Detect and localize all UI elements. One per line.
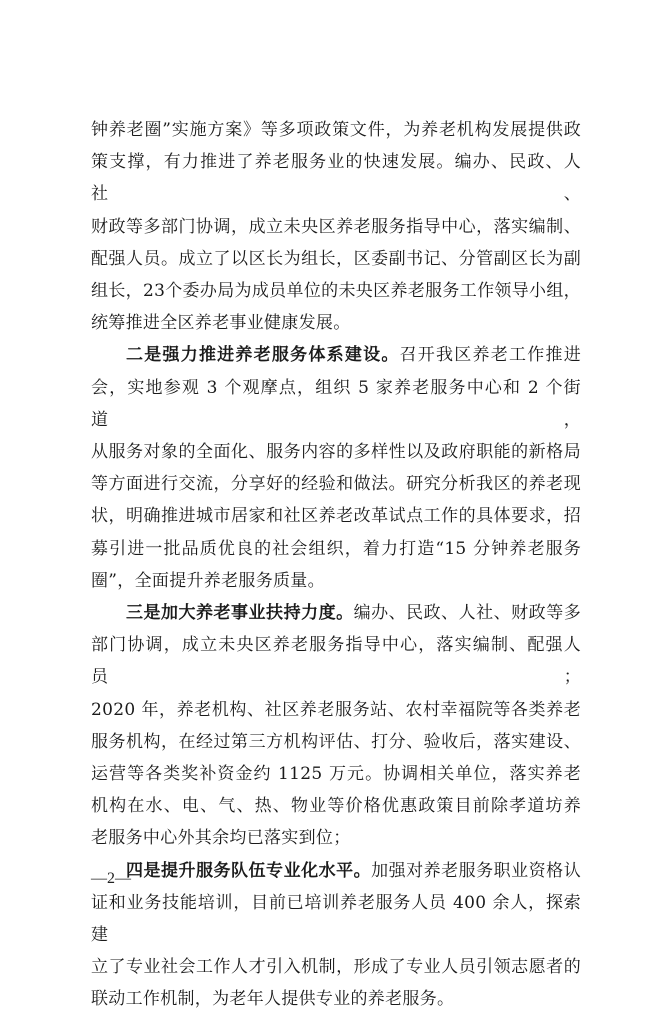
paragraph-2 — [91, 339, 581, 597]
text-line: 2020 年，养老机构、社区养老服务站、农村幸福院等各类养老 — [91, 699, 581, 720]
text-line: 联动工作机制，为老年人提供专业的养老服务。 — [91, 989, 455, 1010]
paragraph-3 — [91, 597, 581, 855]
text-line — [91, 855, 581, 887]
text-line: 配强人员。成立了以区长为组长，区委副书记、分管副区长为副 — [91, 248, 581, 269]
paragraph-4 — [91, 855, 581, 1016]
text-line: 钟养老圈”实施方案》等多项政策文件，为养老机构发展提供政 — [91, 120, 581, 140]
text-line: 财政等多部门协调，成立未央区养老服务指导中心，落实编制、 — [91, 216, 581, 237]
text-line: 状，明确推进城市居家和社区养老改革试点工作的具体要求，招 — [91, 506, 581, 527]
text-line: 证和业务技能培训，目前已培训养老服务人员 400 余人，探索建 — [91, 892, 581, 946]
text-line: 机构在水、电、气、热、物业等价格优惠政策目前除孝道坊养 — [91, 796, 581, 817]
section-heading: 四是提升服务队伍专业化水平。 — [126, 860, 372, 881]
text-line: 统筹推进全区养老事业健康发展。 — [91, 313, 351, 334]
text-span: 编办、民政、人社、财政等多 — [353, 603, 581, 624]
text-line: 立了专业社会工作人才引入机制，形成了专业人员引领志愿者的 — [91, 957, 581, 978]
text-line: 策支撑，有力推进了养老服务业的快速发展。编办、民政、人社、 — [91, 152, 581, 205]
text-line: 运营等各类奖补资金约 1125 万元。协调相关单位，落实养老 — [91, 764, 581, 785]
text-line — [91, 597, 581, 629]
section-heading: 三是加大养老事业扶持力度。 — [126, 603, 354, 624]
text-line: 会，实地参观 3 个观摩点，组织 5 家养老服务中心和 2 个街道， — [91, 377, 581, 430]
text-line: 服务机构，在经过第三方机构评估、打分、验收后，落实建设、 — [91, 731, 581, 752]
paragraph-1 — [91, 114, 581, 339]
document-body — [91, 114, 581, 1016]
page-number: —2— — [91, 870, 131, 887]
text-line: 组长，23个委办局为成员单位的未央区养老服务工作领导小组， — [91, 281, 581, 302]
text-line: 等方面进行交流，分享好的经验和做法。研究分析我区的养老现 — [91, 474, 581, 495]
text-line: 部门协调，成立未央区养老服务指导中心，落实编制、配强人员； — [91, 635, 581, 688]
text-line: 老服务中心外其余均已落实到位； — [91, 828, 351, 849]
text-line: 募引进一批品质优良的社会组织，着力打造“15 分钟养老服务 — [91, 538, 581, 559]
text-span: 加强对养老服务职业资格认 — [371, 860, 581, 881]
text-span: 召开我区养老工作推进 — [399, 345, 581, 366]
text-line: 从服务对象的全面化、服务内容的多样性以及政府职能的新格局 — [91, 442, 581, 463]
text-line: 圈”，全面提升养老服务质量。 — [91, 570, 325, 591]
section-heading: 二是强力推进养老服务体系建设。 — [126, 345, 400, 366]
text-line — [91, 339, 581, 371]
